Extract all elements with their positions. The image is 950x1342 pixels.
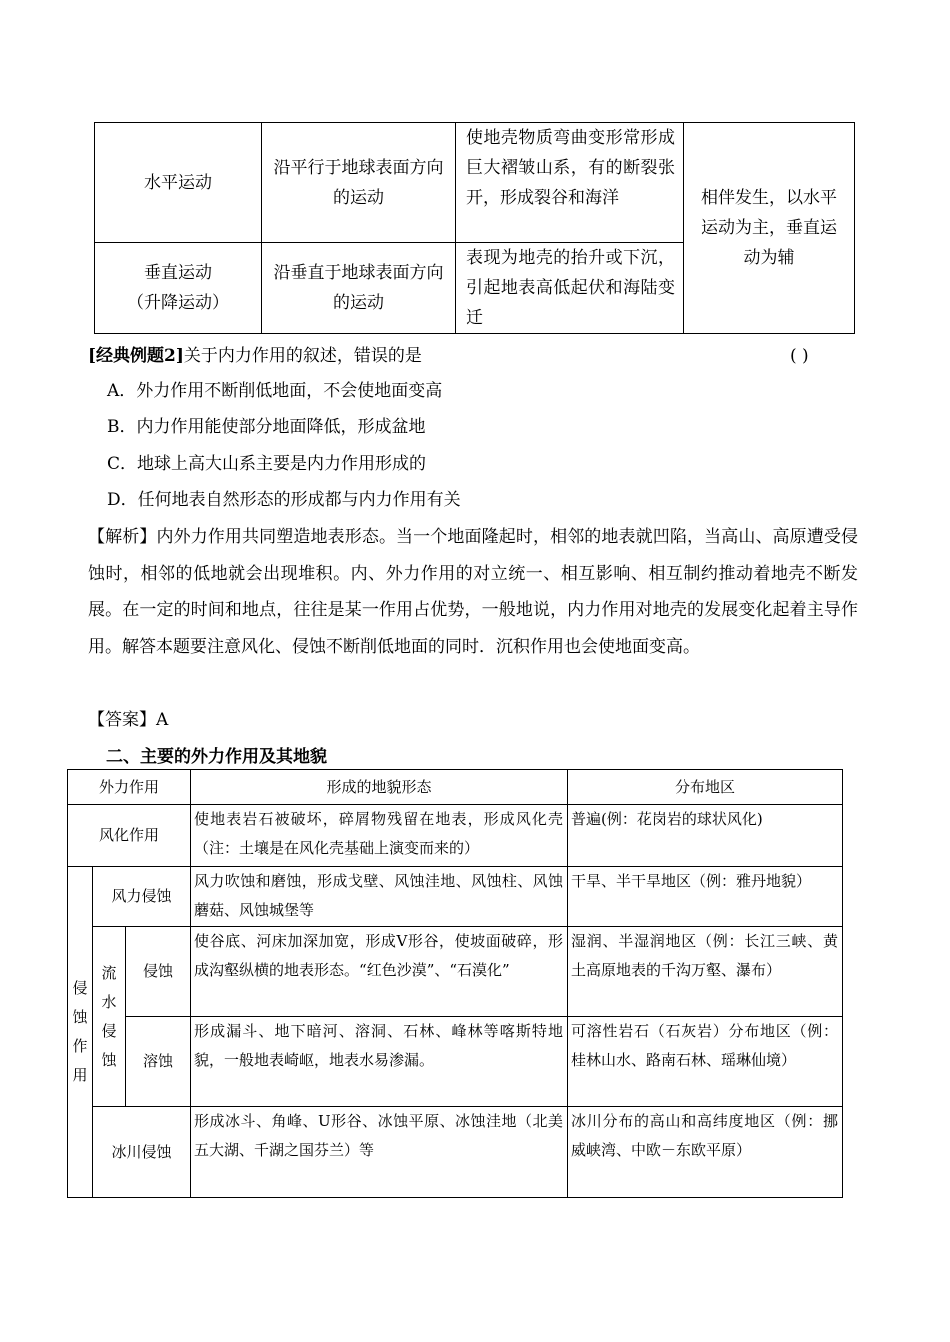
water-erosion-region: 湿润、半湿润地区（例：长江三峡、黄土高原地表的千沟万壑、瀑布） bbox=[568, 927, 843, 1017]
water-erosion-name: 侵蚀 bbox=[126, 927, 191, 1017]
analysis-paragraph bbox=[88, 519, 858, 665]
motion-direction: 沿垂直于地球表面方向的运动 bbox=[273, 263, 444, 313]
motion-name-alt: （升降运动） bbox=[127, 293, 229, 313]
analysis-label: 【解析】 bbox=[88, 527, 157, 547]
water-solution-region: 可溶性岩石（石灰岩）分布地区（例：桂林山水、路南石林、瑶琳仙境） bbox=[568, 1017, 843, 1107]
table-row bbox=[68, 1017, 843, 1107]
external-force-table bbox=[67, 769, 843, 1198]
water-solution-landform: 形成漏斗、地下暗河、溶洞、石林、峰林等喀斯特地貌，一般地表崎岖，地表水易渗漏。 bbox=[191, 1017, 568, 1107]
option-b: B．内力作用能使部分地面降低，形成盆地 bbox=[107, 417, 426, 437]
option-a: A．外力作用不断削低地面，不会使地面变高 bbox=[107, 381, 443, 401]
motion-effect-cell bbox=[456, 123, 684, 243]
header-force: 外力作用 bbox=[68, 770, 191, 805]
motion-name-cell bbox=[95, 123, 262, 243]
water-label: 流水侵蚀 bbox=[101, 963, 117, 1069]
motion-name: 垂直运动 bbox=[144, 263, 212, 283]
crustal-movement-table bbox=[94, 122, 855, 334]
option-d: D．任何地表自然形态的形成都与内力作用有关 bbox=[107, 490, 461, 510]
answer-line bbox=[88, 708, 168, 732]
motion-relation-cell bbox=[684, 123, 855, 334]
motion-direction-cell bbox=[262, 123, 456, 243]
section-title: 二、主要的外力作用及其地貌 bbox=[106, 747, 327, 767]
glacier-region: 冰川分布的高山和高纬度地区（例：挪威峡湾、中欧－东欧平原） bbox=[568, 1107, 843, 1198]
question-stem-line bbox=[88, 344, 422, 368]
table-row bbox=[68, 805, 843, 867]
glacier-name: 冰川侵蚀 bbox=[93, 1107, 191, 1198]
table-row bbox=[68, 1107, 843, 1198]
table-row bbox=[68, 867, 843, 927]
motion-effect: 使地壳物质弯曲变形常形成巨大褶皱山系，有的断裂张开，形成裂谷和海洋 bbox=[466, 128, 675, 208]
motion-relation: 相伴发生，以水平运动为主，垂直运动为辅 bbox=[701, 188, 837, 268]
wind-landform: 风力吹蚀和磨蚀，形成戈壁、风蚀洼地、风蚀柱、风蚀蘑菇、风蚀城堡等 bbox=[191, 867, 568, 927]
wind-name: 风力侵蚀 bbox=[93, 867, 191, 927]
motion-name: 水平运动 bbox=[144, 172, 212, 193]
erosion-label-cell bbox=[68, 867, 93, 1198]
table-header-row bbox=[68, 770, 843, 805]
table-row bbox=[68, 927, 843, 1017]
motion-name-cell bbox=[95, 243, 262, 334]
analysis-text: 内外力作用共同塑造地表形态。当一个地面隆起时，相邻的地表就凹陷，当高山、高原遭受侵蚀时，相邻的低地就会出现堆积。内、外力作用的对立统一、相互影响、相互制约推动着地壳不断发展。在一定的时间和地点，往往是某一作用占优势，一般地说，内力作用对地壳的发展变化起着主导作用。解答本题要注意风化、侵蚀不断削低地面的同时．沉积作用也会使地面变高。 bbox=[88, 527, 859, 657]
question-stem: 关于内力作用的叙述，错误的是 bbox=[183, 346, 422, 366]
header-region: 分布地区 bbox=[568, 770, 843, 805]
glacier-landform: 形成冰斗、角峰、U形谷、冰蚀平原、冰蚀洼地（北美五大湖、千湖之国芬兰）等 bbox=[191, 1107, 568, 1198]
option-c: C．地球上高大山系主要是内力作用形成的 bbox=[107, 454, 427, 474]
question-tag: [经典例题2] bbox=[88, 346, 184, 366]
motion-direction-cell bbox=[262, 243, 456, 334]
wind-region: 干旱、半干旱地区（例：雅丹地貌） bbox=[568, 867, 843, 927]
weathering-name: 风化作用 bbox=[68, 805, 191, 867]
water-erosion-landform: 使谷底、河床加深加宽，形成V形谷，使坡面破碎，形成沟壑纵横的地表形态。“红色沙漠”、“石漠化” bbox=[191, 927, 568, 1017]
water-solution-name: 溶蚀 bbox=[126, 1017, 191, 1107]
answer-value: A bbox=[156, 710, 169, 730]
motion-direction: 沿平行于地球表面方向的运动 bbox=[273, 157, 444, 208]
table-row bbox=[95, 123, 855, 243]
motion-effect-cell bbox=[456, 243, 684, 334]
answer-label: 【答案】 bbox=[88, 710, 156, 730]
weathering-landform: 使地表岩石被破坏，碎屑物残留在地表，形成风化壳（注：土壤是在风化壳基础上演变而来的） bbox=[191, 805, 568, 867]
answer-bracket: ( ) bbox=[790, 346, 809, 366]
motion-effect: 表现为地壳的抬升或下沉，引起地表高低起伏和海陆变迁 bbox=[466, 248, 675, 328]
erosion-label: 侵蚀作用 bbox=[72, 979, 88, 1084]
header-landform: 形成的地貌形态 bbox=[191, 770, 568, 805]
weathering-region: 普遍(例：花岗岩的球状风化) bbox=[568, 805, 843, 867]
water-label-cell bbox=[93, 927, 126, 1107]
